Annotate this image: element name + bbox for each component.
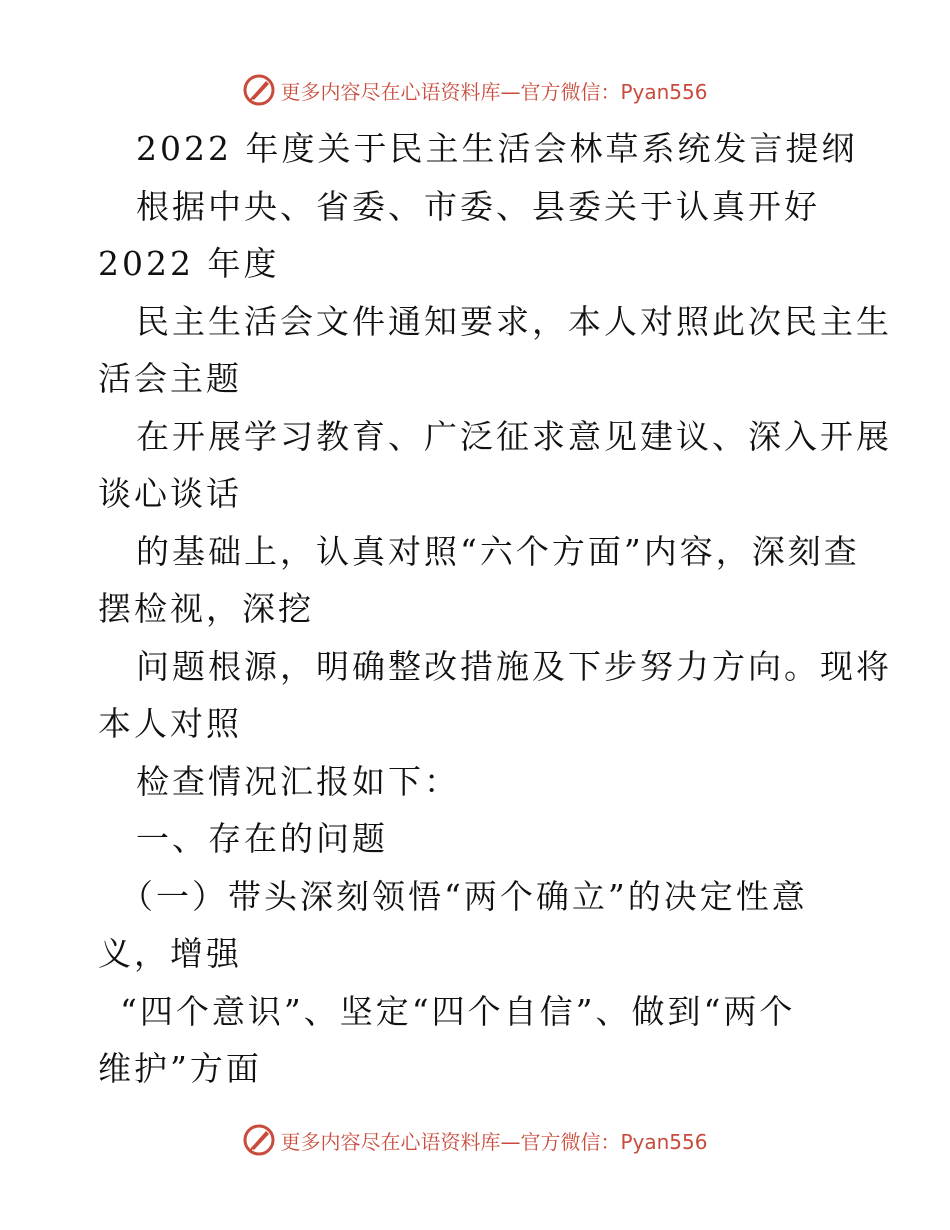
paragraph-line: 民主生活会文件通知要求，本人对照此次民主生 xyxy=(136,301,892,341)
paragraph-line: “四个意识”、坚定“四个自信”、做到“两个 xyxy=(120,991,796,1031)
section-heading: 一、存在的问题 xyxy=(136,819,388,858)
footer-banner xyxy=(0,1120,950,1160)
paragraph-line: 2022 年度 xyxy=(98,244,280,283)
paragraph-line: 活会主题 xyxy=(98,359,242,398)
header-banner xyxy=(0,70,950,110)
paragraph-line: 问题根源，明确整改措施及下步努力方向。现将 xyxy=(136,646,892,686)
banner-text: 更多内容尽在心语资料库—官方微信：Pyan556 xyxy=(280,79,708,104)
banner-text: 更多内容尽在心语资料库—官方微信：Pyan556 xyxy=(280,1129,708,1154)
paragraph-line: 根据中央、省委、市委、县委关于认真开好 xyxy=(136,186,820,226)
paragraph-line: 维护”方面 xyxy=(98,1049,262,1088)
quill-pen-circle-icon xyxy=(242,73,276,107)
paragraph-line: 谈心谈话 xyxy=(98,474,242,513)
paragraph-line: 检查情况汇报如下： xyxy=(136,761,460,801)
quill-pen-circle-icon xyxy=(242,1123,276,1157)
paragraph-line: 摆检视，深挖 xyxy=(98,589,314,628)
document-body xyxy=(98,120,892,1098)
subsection-heading: （一）带头深刻领悟“两个确立”的决定性意 xyxy=(120,876,808,916)
paragraph-line: 义，增强 xyxy=(98,934,242,973)
document-title: 2022 年度关于民主生活会林草系统发言提纲 xyxy=(136,129,858,168)
paragraph-line: 在开展学习教育、广泛征求意见建议、深入开展 xyxy=(136,416,892,456)
paragraph-line: 本人对照 xyxy=(98,704,242,743)
paragraph-line: 的基础上，认真对照“六个方面”内容，深刻查 xyxy=(136,531,860,571)
